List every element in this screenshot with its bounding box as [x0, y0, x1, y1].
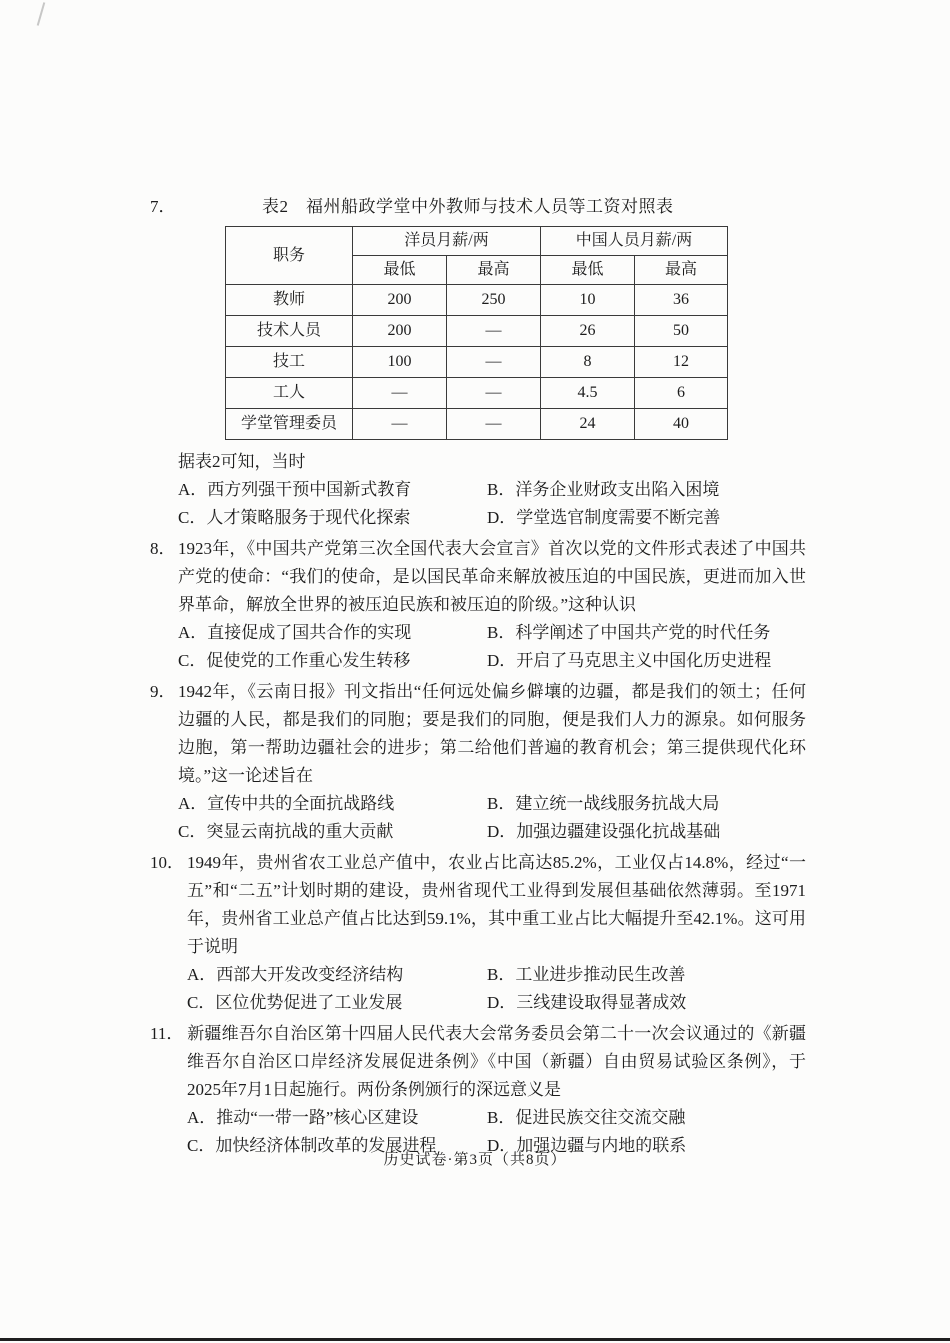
cell-chinese-min: 4.5 [541, 378, 635, 409]
cell-chinese-min: 10 [541, 285, 635, 316]
question-number: 9． [150, 682, 176, 701]
option-d: D．开启了马克思主义中国化历史进程 [487, 651, 772, 670]
option-row [187, 989, 806, 1017]
question-text [150, 1020, 806, 1104]
question-number: 11． [150, 1024, 184, 1043]
question-10 [150, 849, 806, 1017]
cell-foreign-min: 200 [353, 285, 447, 316]
page-footer: 历史试卷·第3页（共8页） [383, 1152, 567, 1168]
option-d: D．加强边疆与内地的联系 [487, 1136, 687, 1155]
question-text [150, 535, 806, 619]
cell-foreign-min: — [353, 378, 447, 409]
scan-artifact-bottom [0, 1338, 950, 1341]
subheader-chinese-max: 最高 [635, 256, 728, 285]
option-row [178, 504, 806, 532]
option-a: A．直接促成了国共合作的实现 [178, 623, 412, 642]
table-header-chinese-salary: 中国人员月薪/两 [541, 227, 728, 256]
subheader-chinese-min: 最低 [541, 256, 635, 285]
question-7 [150, 193, 806, 532]
option-b: B．促进民族交往交流交融 [487, 1108, 686, 1127]
table-row [226, 316, 728, 347]
question-8 [150, 535, 806, 675]
cell-foreign-min: — [353, 409, 447, 440]
option-c: C．加快经济体制改革的发展进程 [187, 1136, 437, 1155]
table-row [226, 347, 728, 378]
question-10-options [150, 961, 806, 1017]
question-8-options [150, 619, 806, 675]
cell-chinese-max: 50 [635, 316, 728, 347]
option-d: D．加强边疆建设强化抗战基础 [487, 822, 721, 841]
option-a: A．西方列强干预中国新式教育 [178, 480, 412, 499]
cell-foreign-max: — [447, 316, 541, 347]
option-c: C．促使党的工作重心发生转移 [178, 651, 411, 670]
question-7-options [150, 476, 806, 532]
question-text [150, 678, 806, 790]
cell-foreign-max: — [447, 409, 541, 440]
question-stem: 据表2可知，当时 [178, 452, 306, 471]
table-header-row [226, 227, 728, 256]
table-header-job: 职务 [226, 227, 353, 285]
cell-chinese-max: 40 [635, 409, 728, 440]
option-d: D．三线建设取得显著成效 [487, 993, 687, 1012]
option-a: A．推动“一带一路”核心区建设 [187, 1108, 419, 1127]
option-b: B．科学阐述了中国共产党的时代任务 [487, 623, 771, 642]
option-row [178, 790, 806, 818]
table-title: 表2 福州船政学堂中外教师与技术人员等工资对照表 [262, 197, 674, 216]
question-body-text: 1949年，贵州省农工业总产值中，农业占比高达85.2%，工业仅占14.8%，经过“一五”和“二五”计划时期的建设，贵州省现代工业得到发展但基础依然薄弱。至1971年，贵州省工业总产值占比达到59.1%，其中重工业占比大幅提升至42.1%。这可用于说明 [187, 853, 806, 956]
cell-foreign-min: 200 [353, 316, 447, 347]
question-9-options [150, 790, 806, 846]
cell-chinese-max: 36 [635, 285, 728, 316]
exam-content [150, 190, 806, 1160]
cell-job: 技术人员 [226, 316, 353, 347]
cell-chinese-min: 26 [541, 316, 635, 347]
cell-chinese-max: 6 [635, 378, 728, 409]
subheader-foreign-max: 最高 [447, 256, 541, 285]
option-c: C．区位优势促进了工业发展 [187, 993, 403, 1012]
option-row [178, 476, 806, 504]
table-row [226, 285, 728, 316]
option-c: C．人才策略服务于现代化探索 [178, 508, 411, 527]
question-number: 10． [150, 853, 184, 872]
subheader-foreign-min: 最低 [353, 256, 447, 285]
option-a: A．西部大开发改变经济结构 [187, 965, 404, 984]
option-b: B．建立统一战线服务抗战大局 [487, 794, 720, 813]
option-row [178, 818, 806, 846]
option-row [187, 1104, 806, 1132]
cell-foreign-max: — [447, 378, 541, 409]
option-b: B．洋务企业财政支出陷入困境 [487, 480, 720, 499]
question-text [150, 849, 806, 961]
question-body-text: 1923年，《中国共产党第三次全国代表大会宣言》首次以党的文件形式表述了中国共产党的使命：“我们的使命，是以国民革命来解放被压迫的中国民族，更进而加入世界革命，解放全世界的被压迫民族和被压迫的阶级。”这种认识 [178, 539, 806, 614]
cell-chinese-max: 12 [635, 347, 728, 378]
cell-job: 工人 [226, 378, 353, 409]
cell-chinese-min: 8 [541, 347, 635, 378]
table-row [226, 378, 728, 409]
table-header-foreign-salary: 洋员月薪/两 [353, 227, 541, 256]
option-row [178, 647, 806, 675]
cell-job: 教师 [226, 285, 353, 316]
cell-chinese-min: 24 [541, 409, 635, 440]
question-9 [150, 678, 806, 846]
option-b: B．工业进步推动民生改善 [487, 965, 686, 984]
option-row [178, 619, 806, 647]
q7-salary-table [225, 226, 728, 440]
option-row [187, 961, 806, 989]
cell-job: 学堂管理委员 [226, 409, 353, 440]
option-d: D．学堂选官制度需要不断完善 [487, 508, 721, 527]
question-body-text: 1942年，《云南日报》刊文指出“任何远处偏乡僻壤的边疆，都是我们的领土；任何边疆的人民，都是我们的同胞；要是我们的同胞，便是我们人力的源泉。如何服务边胞，第一帮助边疆社会的进步；第二给他们普遍的教育机会；第三提供现代化环境。”这一论述旨在 [178, 682, 806, 785]
question-11 [150, 1020, 806, 1160]
cell-foreign-min: 100 [353, 347, 447, 378]
cell-job: 技工 [226, 347, 353, 378]
question-7-header [150, 193, 806, 221]
option-c: C．突显云南抗战的重大贡献 [178, 822, 394, 841]
cell-foreign-max: — [447, 347, 541, 378]
question-body-text: 新疆维吾尔自治区第十四届人民代表大会常务委员会第二十一次会议通过的《新疆维吾尔自治区口岸经济发展促进条例》《中国（新疆）自由贸易试验区条例》，于2025年7月1日起施行。两份条例颁行的深远意义是 [187, 1024, 806, 1099]
option-a: A．宣传中共的全面抗战路线 [178, 794, 395, 813]
question-number: 8． [150, 539, 176, 558]
question-number: 7． [150, 197, 176, 216]
scan-artifact-top [37, 2, 46, 26]
cell-foreign-max: 250 [447, 285, 541, 316]
table-row [226, 409, 728, 440]
